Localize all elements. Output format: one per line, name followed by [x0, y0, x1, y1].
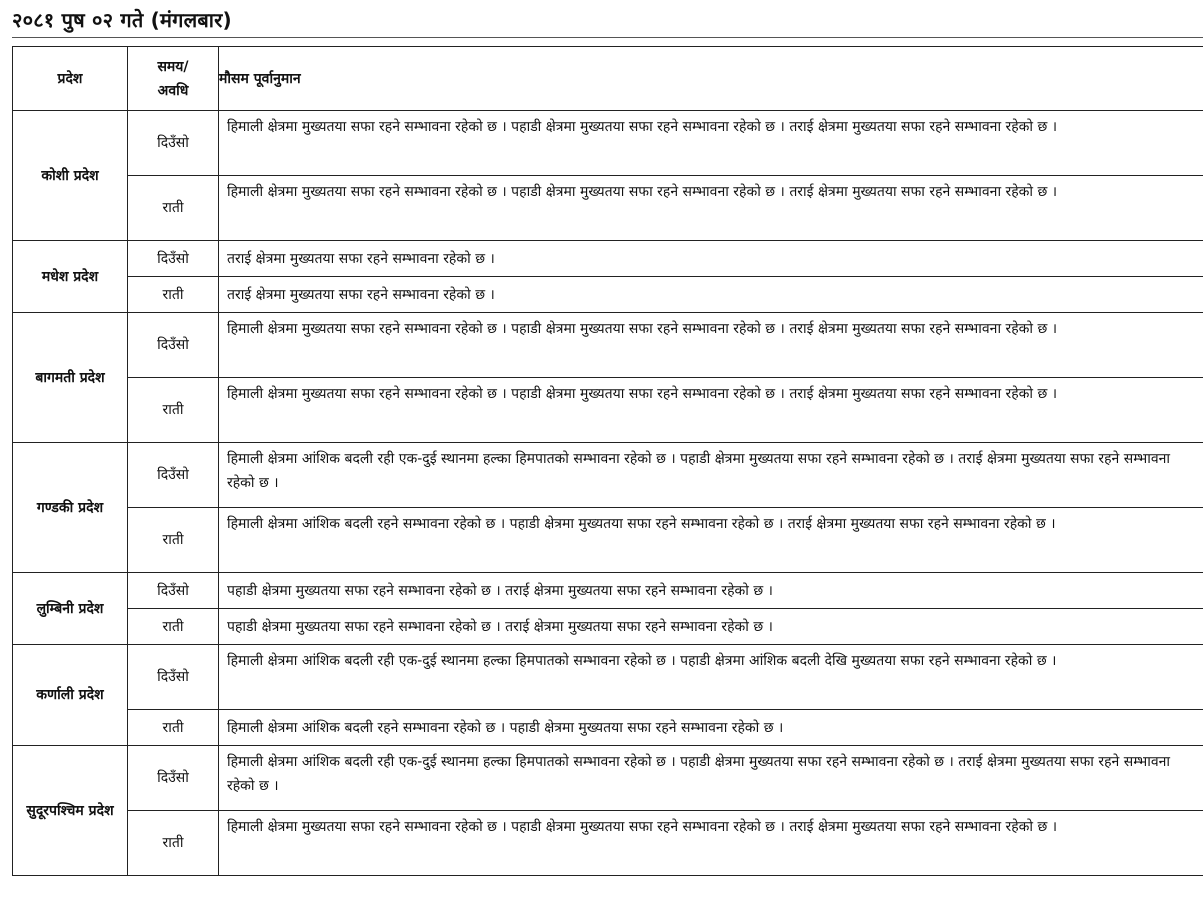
province-name: कर्णाली प्रदेश: [13, 645, 128, 746]
table-row: [13, 277, 1203, 313]
province-name: मधेश प्रदेश: [13, 241, 128, 313]
table-row: [13, 573, 1203, 609]
province-name: कोशी प्रदेश: [13, 111, 128, 241]
table-row: [13, 508, 1203, 573]
table-row: [13, 176, 1203, 241]
forecast-night-text: हिमाली क्षेत्रमा मुख्यतया सफा रहने सम्भावना रहेको छ । पहाडी क्षेत्रमा मुख्यतया सफा रहने सम्भावना रहेको छ । तराई क्षेत्रमा मुख्यतया सफा रहने सम्भावना रहेको छ ।: [219, 378, 1203, 443]
forecast-day-text: हिमाली क्षेत्रमा आंशिक बदली रही एक-दुई स्थानमा हल्का हिमपातको सम्भावना रहेको छ । पहाडी क्षेत्रमा आंशिक बदली देखि मुख्यतया सफा रहने सम्भावना रहेको छ ।: [219, 645, 1203, 710]
time-day: दिउँसो: [128, 313, 219, 378]
header-time-line1: समय/: [157, 58, 189, 75]
table-row: [13, 645, 1203, 710]
header-time-line2: अवधि: [157, 82, 189, 99]
header-forecast: मौसम पूर्वानुमान: [219, 47, 1203, 111]
forecast-day-text: हिमाली क्षेत्रमा आंशिक बदली रही एक-दुई स्थानमा हल्का हिमपातको सम्भावना रहेको छ । पहाडी क्षेत्रमा मुख्यतया सफा रहने सम्भावना रहेको छ । तराई क्षेत्रमा मुख्यतया सफा रहने सम्भावना रहेको छ ।: [219, 443, 1203, 508]
table-header-row: [13, 47, 1203, 111]
table-row: [13, 811, 1203, 876]
forecast-day-text: पहाडी क्षेत्रमा मुख्यतया सफा रहने सम्भावना रहेको छ । तराई क्षेत्रमा मुख्यतया सफा रहने सम्भावना रहेको छ ।: [219, 573, 1203, 609]
time-day: दिउँसो: [128, 746, 219, 811]
table-row: [13, 313, 1203, 378]
header-province: प्रदेश: [13, 47, 128, 111]
time-night: राती: [128, 508, 219, 573]
time-night: राती: [128, 811, 219, 876]
table-row: [13, 378, 1203, 443]
time-night: राती: [128, 176, 219, 241]
title-divider: [12, 37, 1203, 38]
table-row: [13, 443, 1203, 508]
time-day: दिउँसो: [128, 573, 219, 609]
forecast-day-text: तराई क्षेत्रमा मुख्यतया सफा रहने सम्भावना रहेको छ ।: [219, 241, 1203, 277]
table-row: [13, 111, 1203, 176]
forecast-night-text: तराई क्षेत्रमा मुख्यतया सफा रहने सम्भावना रहेको छ ।: [219, 277, 1203, 313]
forecast-night-text: हिमाली क्षेत्रमा आंशिक बदली रहने सम्भावना रहेको छ । पहाडी क्षेत्रमा मुख्यतया सफा रहने सम्भावना रहेको छ ।: [219, 710, 1203, 746]
time-day: दिउँसो: [128, 111, 219, 176]
province-name: गण्डकी प्रदेश: [13, 443, 128, 573]
forecast-day-text: हिमाली क्षेत्रमा मुख्यतया सफा रहने सम्भावना रहेको छ । पहाडी क्षेत्रमा मुख्यतया सफा रहने सम्भावना रहेको छ । तराई क्षेत्रमा मुख्यतया सफा रहने सम्भावना रहेको छ ।: [219, 313, 1203, 378]
time-night: राती: [128, 710, 219, 746]
page-title: २०८१ पुष ०२ गते (मंगलबार): [12, 8, 232, 32]
forecast-day-text: हिमाली क्षेत्रमा आंशिक बदली रही एक-दुई स्थानमा हल्का हिमपातको सम्भावना रहेको छ । पहाडी क्षेत्रमा मुख्यतया सफा रहने सम्भावना रहेको छ । तराई क्षेत्रमा मुख्यतया सफा रहने सम्भावना रहेको छ ।: [219, 746, 1203, 811]
table-row: [13, 746, 1203, 811]
time-night: राती: [128, 378, 219, 443]
forecast-night-text: हिमाली क्षेत्रमा मुख्यतया सफा रहने सम्भावना रहेको छ । पहाडी क्षेत्रमा मुख्यतया सफा रहने सम्भावना रहेको छ । तराई क्षेत्रमा मुख्यतया सफा रहने सम्भावना रहेको छ ।: [219, 176, 1203, 241]
province-name: लुम्बिनी प्रदेश: [13, 573, 128, 645]
table-row: [13, 241, 1203, 277]
forecast-night-text: हिमाली क्षेत्रमा आंशिक बदली रहने सम्भावना रहेको छ । पहाडी क्षेत्रमा मुख्यतया सफा रहने सम्भावना रहेको छ । तराई क्षेत्रमा मुख्यतया सफा रहने सम्भावना रहेको छ ।: [219, 508, 1203, 573]
time-day: दिउँसो: [128, 645, 219, 710]
time-day: दिउँसो: [128, 241, 219, 277]
province-name: सुदूरपश्चिम प्रदेश: [13, 746, 128, 876]
forecast-night-text: हिमाली क्षेत्रमा मुख्यतया सफा रहने सम्भावना रहेको छ । पहाडी क्षेत्रमा मुख्यतया सफा रहने सम्भावना रहेको छ । तराई क्षेत्रमा मुख्यतया सफा रहने सम्भावना रहेको छ ।: [219, 811, 1203, 876]
header-time: [128, 47, 219, 111]
forecast-night-text: पहाडी क्षेत्रमा मुख्यतया सफा रहने सम्भावना रहेको छ । तराई क्षेत्रमा मुख्यतया सफा रहने सम्भावना रहेको छ ।: [219, 609, 1203, 645]
time-day: दिउँसो: [128, 443, 219, 508]
table-row: [13, 609, 1203, 645]
time-night: राती: [128, 277, 219, 313]
forecast-table: [12, 46, 1203, 876]
province-name: बागमती प्रदेश: [13, 313, 128, 443]
table-row: [13, 710, 1203, 746]
time-night: राती: [128, 609, 219, 645]
forecast-day-text: हिमाली क्षेत्रमा मुख्यतया सफा रहने सम्भावना रहेको छ । पहाडी क्षेत्रमा मुख्यतया सफा रहने सम्भावना रहेको छ । तराई क्षेत्रमा मुख्यतया सफा रहने सम्भावना रहेको छ ।: [219, 111, 1203, 176]
